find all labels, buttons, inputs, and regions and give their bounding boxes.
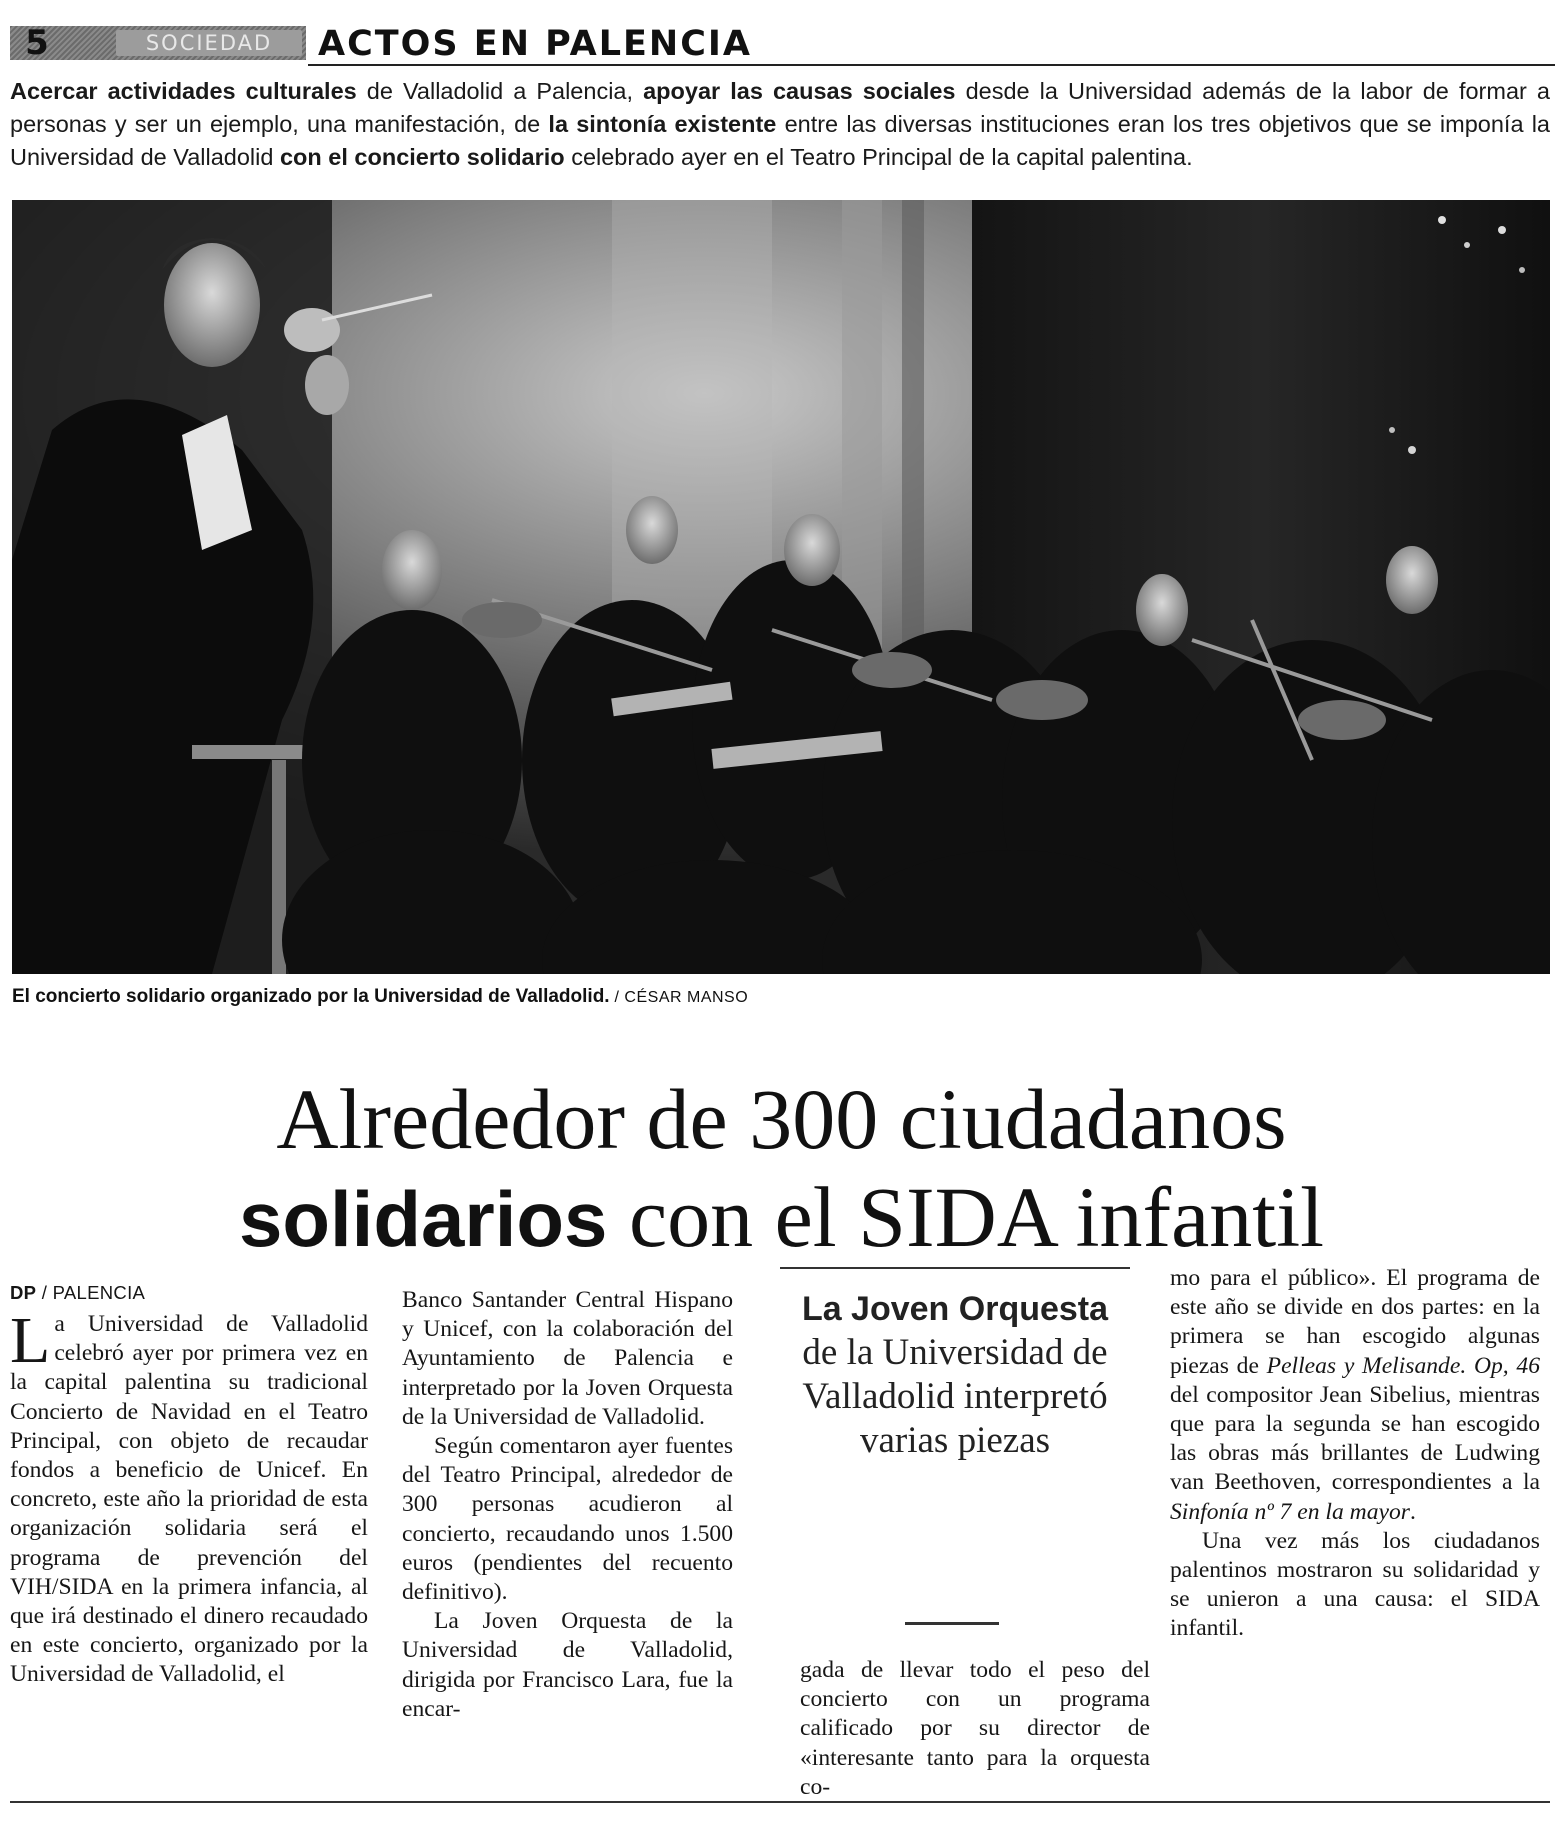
article-paragraph: Banco Santander Central Hispano y Unicef, con la colaboración del Ayuntamiento de Palencia e interpretado por la Joven Orquesta de la Universidad de Valladolid.: [402, 1287, 733, 1430]
pullquote-rule-bottom: [905, 1622, 999, 1625]
lead-paragraph: [10, 75, 1550, 174]
pullquote: [770, 1287, 1140, 1463]
section-mark: 5: [25, 23, 49, 63]
byline: [10, 1282, 368, 1304]
lead-text: desde la Universidad además de la labor de formar a personas y ser un ejemplo, una manifestación, de: [10, 78, 1550, 137]
article-column-1: [10, 1282, 368, 1690]
headline-line-2: [0, 1168, 1563, 1268]
concert-photo-illustration: [12, 200, 1550, 974]
section-header: [10, 23, 1555, 66]
pullquote-text: de la Universidad de Valladolid interpretó varias piezas: [802, 1332, 1108, 1461]
byline-agency: DP: [10, 1282, 37, 1303]
article-text: del compositor Jean Sibelius, mientras que para la segunda se han escogido las obras más brillantes de Ludwing van Beethoven, correspondientes a la: [1170, 1381, 1540, 1496]
article-text: .: [1409, 1498, 1416, 1525]
caption-text: El concierto solidario organizado por la Universidad de Valladolid.: [12, 986, 610, 1007]
work-title: Pelleas y Melisande. Op, 46: [1266, 1352, 1540, 1379]
section-title: ACTOS EN PALENCIA: [318, 24, 753, 64]
article-paragraph: [10, 1304, 368, 1690]
article-paragraph: La Joven Orquesta de la Universidad de Valladolid, dirigida por Francisco Lara, fue la encar-: [402, 1608, 733, 1722]
photo-credit: / CÉSAR MANSO: [609, 989, 749, 1006]
article-column-2: [402, 1286, 733, 1724]
headline: [0, 1070, 1563, 1268]
section-label: SOCIEDAD: [116, 30, 302, 56]
article-text: mo para el público». El programa de este año se divide en dos partes: en la primera se han escogido algunas piezas de: [1170, 1265, 1540, 1379]
article-text: a Universidad de Valladolid celebró ayer por primera vez en la capital palentina su tradicional Concierto de Navidad en el Teatro Principal, con objeto de recaudar fondos a beneficio de Unicef. En concreto, este año la prioridad de esta organización solidaria será el programa de prevención del VIH/SIDA en la primera infancia, al que irá destinado el dinero recaudado en este concierto, organizado por la Universidad de Valladolid, el: [10, 1311, 368, 1688]
headline-strong: solidarios: [238, 1175, 608, 1263]
lead-bold: Acercar actividades culturales: [10, 78, 357, 104]
lead-text: entre las diversas instituciones eran los tres objetivos que se imponía la Universidad de Valladolid: [10, 111, 1550, 170]
article-paragraph: [1170, 1264, 1540, 1527]
article-paragraph: gada de llevar todo el peso del concierto con un programa calificado por su director de «interesante tanto para la orquesta co-: [800, 1657, 1150, 1800]
pullquote-rule-top: [780, 1267, 1130, 1269]
article-column-3: [800, 1656, 1150, 1802]
header-rule: [308, 64, 1555, 66]
article-paragraph: Una vez más los ciudadanos palentinos mostraron su solidaridad y se unieron a una causa: el SIDA infantil.: [1170, 1527, 1540, 1642]
bottom-rule: [10, 1801, 1550, 1803]
pullquote-strong: La Joven Orquesta: [801, 1290, 1109, 1328]
lead-bold: apoyar las causas sociales: [643, 78, 956, 104]
photo-caption: [12, 985, 1212, 1010]
lead-text: celebrado ayer en el Teatro Principal de la capital palentina.: [564, 144, 1193, 170]
concert-photo: [12, 200, 1550, 974]
article-column-4: [1170, 1264, 1540, 1644]
headline-rest: con el SIDA infantil: [607, 1169, 1324, 1265]
lead-text: de Valladolid a Palencia,: [356, 78, 644, 104]
work-title: Sinfonía nº 7 en la mayor: [1170, 1498, 1410, 1525]
headline-line-1: Alrededor de 300 ciudadanos: [276, 1071, 1287, 1167]
drop-cap: L: [10, 1304, 51, 1377]
lead-bold: la sintonía existente: [548, 111, 777, 137]
byline-place: / PALENCIA: [36, 1282, 146, 1303]
lead-bold: con el concierto solidario: [279, 144, 565, 170]
article-paragraph: Según comentaron ayer fuentes del Teatro Principal, alrededor de 300 personas acudieron al concierto, recaudando unos 1.500 euros (pendientes del recuento definitivo).: [402, 1433, 733, 1606]
section-band: [10, 23, 306, 63]
